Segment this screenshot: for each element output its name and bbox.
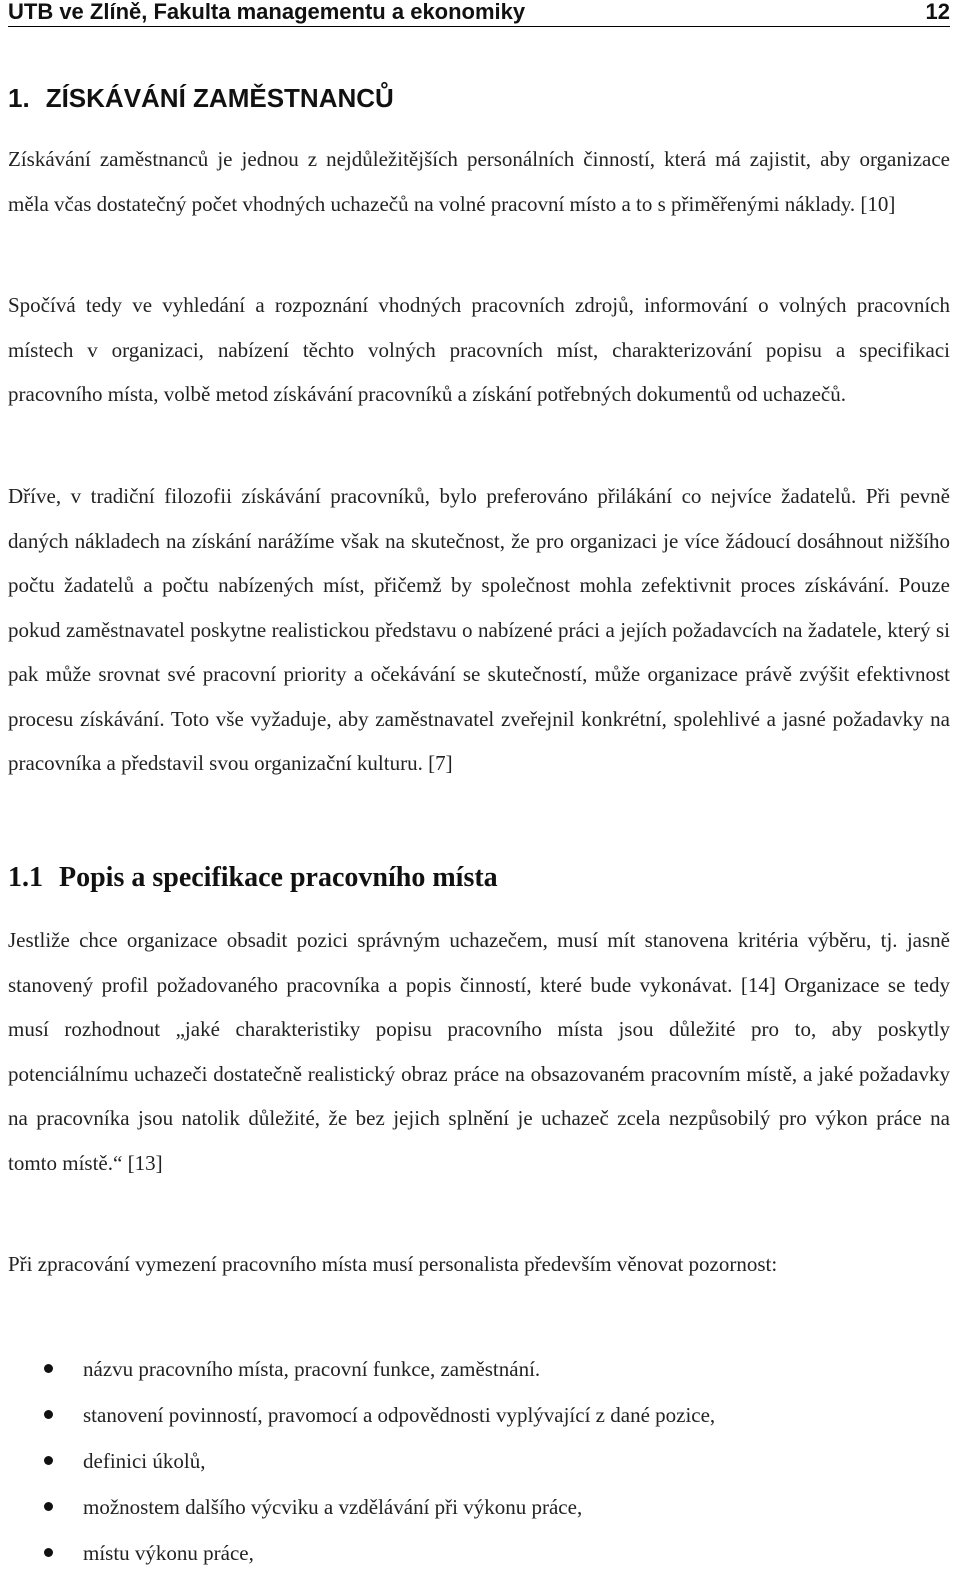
list-item: názvu pracovního místa, pracovní funkce, zaměstnání. — [8, 1346, 950, 1392]
bullet-dot-icon — [44, 1548, 53, 1557]
section-heading — [8, 858, 498, 898]
list-item: stanovení povinností, pravomocí a odpovědnosti vyplývající z dané pozice, — [8, 1392, 950, 1438]
bullet-dot-icon — [44, 1364, 53, 1373]
paragraph-attention-points: Při zpracování vymezení pracovního místa musí personalista především věnovat pozornost: — [8, 1252, 778, 1276]
chapter-number: 1. — [8, 83, 30, 113]
list-item: místu výkonu práce, — [8, 1530, 950, 1576]
section-title: Popis a specifikace pracovního místa — [59, 862, 498, 893]
paragraph-intro: Získávání zaměstnanců je jednou z nejdůležitějších personálních činností, která má zajistit, aby organizace měla včas dostatečný počet vhodných uchazečů na volné pracovní místo a to s přiměřenými náklady. [10] — [8, 147, 950, 216]
list-item: možnostem dalšího výcviku a vzdělávání při výkonu práce, — [8, 1484, 950, 1530]
header-page-number: 12 — [925, 0, 950, 24]
header-institution: UTB ve Zlíně, Fakulta managementu a ekonomiky — [8, 0, 526, 24]
bullet-dot-icon — [44, 1456, 53, 1465]
paragraph-traditional-philosophy: Dříve, v tradiční filozofii získávání pracovníků, bylo preferováno přilákání co nejvíce žadatelů. Při pevně daných nákladech na získání narážíme však na skutečnost, že pro organizaci je více žádoucí dosáhnout nižšího počtu žadatelů a počtu nabízených míst, přičemž by společnost mohla zefektivnit proces získávání. Pouze pokud zaměstnavatel poskytne realistickou představu o nabízené práci a jejích požadavcích na žadatele, který si pak může srovnat své pracovní priority a očekávání se skutečností, může organizace právě zvýšit efektivnost procesu získávání. Toto vše vyžaduje, aby zaměstnavatel zveřejnil konkrétní, spolehlivé a jasné požadavky na pracovníka a představil svou organizační kulturu. [7] — [8, 484, 950, 775]
list-item: definici úkolů, — [8, 1438, 950, 1484]
chapter-title: ZÍSKÁVÁNÍ ZAMĚSTNANCŮ — [45, 83, 394, 113]
section-number: 1.1 — [8, 862, 43, 893]
paragraph-selection-criteria: Jestliže chce organizace obsadit pozici správným uchazečem, musí mít stanovena kritéria výběru, tj. jasně stanovený profil požadovaného pracovníka a popis činností, které bude vykonávat. [14] Organizace se tedy musí rozhodnout „jaké charakteristiky popisu pracovního místa jsou důležité pro to, aby poskytly potenciálnímu uchazeči dostatečně realistický obraz práce na obsazovaném pracovním místě, a jaké požadavky na pracovníka jsou natolik důležité, že bez jejich splnění je uchazeč zcela nezpůsobilý pro výkon práce na tomto místě.“ [13] — [8, 928, 950, 1175]
chapter-heading — [8, 80, 394, 116]
bullet-dot-icon — [44, 1502, 53, 1511]
running-header — [8, 0, 950, 27]
bullet-dot-icon — [44, 1410, 53, 1419]
attention-list — [8, 1346, 950, 1576]
paragraph-recruitment-steps: Spočívá tedy ve vyhledání a rozpoznání vhodných pracovních zdrojů, informování o volných pracovních místech v organizaci, nabízení těchto volných pracovních míst, charakterizování popisu a specifikaci pracovního místa, volbě metod získávání pracovníků a získání potřebných dokumentů od uchazečů. — [8, 293, 950, 406]
